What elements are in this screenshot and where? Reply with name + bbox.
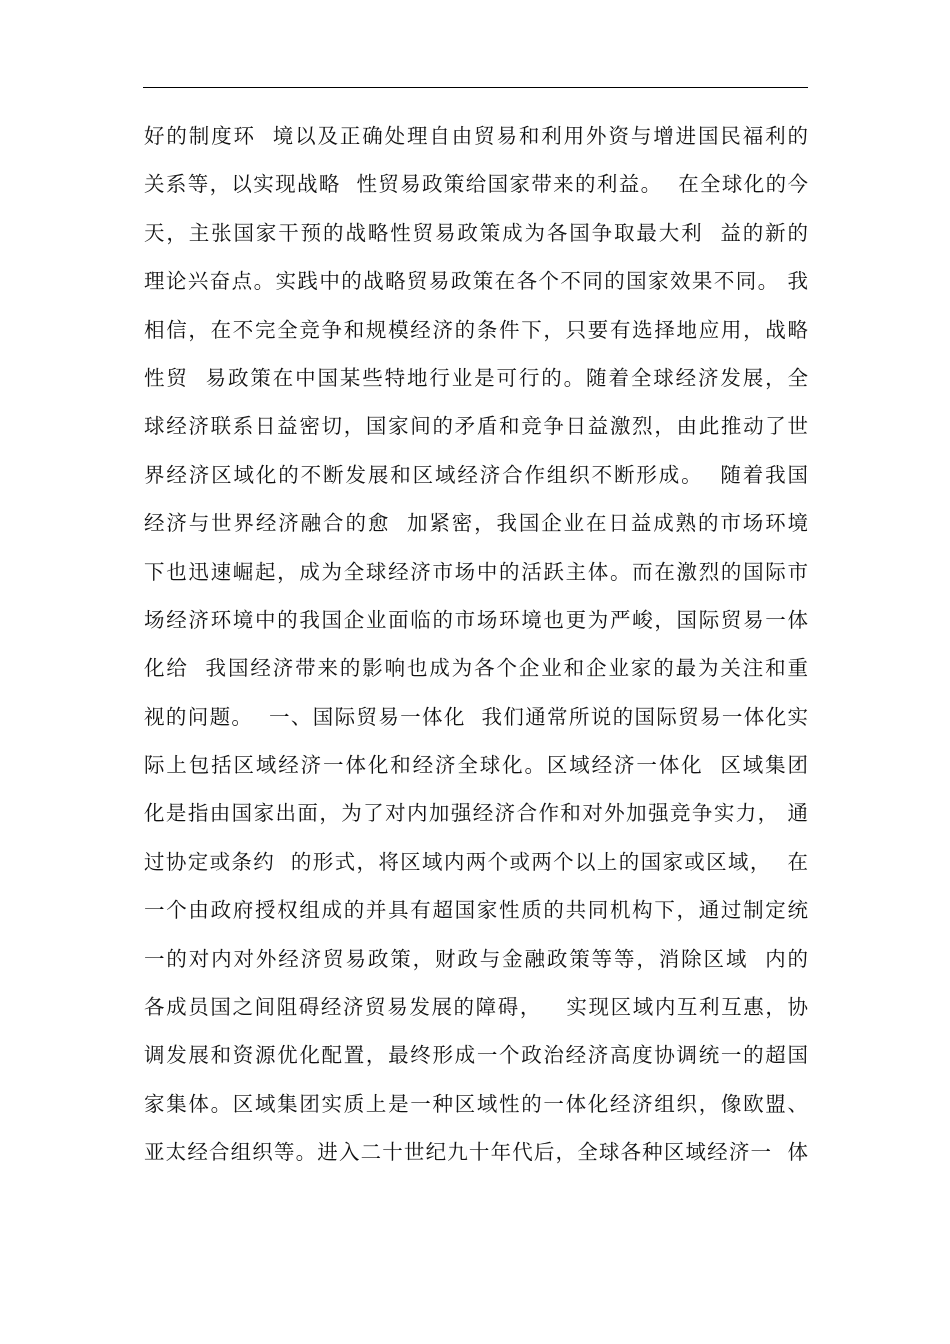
text-line: 好的制度环 境以及正确处理自由贸易和利用外资与增进国民福利的 <box>144 124 808 148</box>
text-line: 化是指由国家出面，为了对内加强经济合作和对外加强竞争实力， 通 <box>144 801 808 826</box>
text-line: 视的问题。 一、国际贸易一体化 我们通常所说的国际贸易一体化实 <box>144 704 808 729</box>
header-rule <box>143 87 808 88</box>
text-line: 调发展和资源优化配置，最终形成一个政治经济高度协调统一的超国 <box>144 1043 808 1068</box>
text-line: 性贸 易政策在中国某些特地行业是可行的。随着全球经济发展，全 <box>144 365 808 390</box>
body-text <box>144 112 808 1177</box>
text-line: 天，主张国家干预的战略性贸易政策成为各国争取最大利 益的新的 <box>144 220 808 245</box>
text-line: 一个由政府授权组成的并具有超国家性质的共同机构下，通过制定统 <box>144 898 808 923</box>
text-line: 场经济环境中的我国企业面临的市场环境也更为严峻，国际贸易一体 <box>144 607 808 632</box>
text-line: 下也迅速崛起，成为全球经济市场中的活跃主体。而在激烈的国际市 <box>144 559 808 584</box>
text-line: 球经济联系日益密切，国家间的矛盾和竞争日益激烈，由此推动了世 <box>144 414 808 439</box>
text-line: 相信，在不完全竞争和规模经济的条件下，只要有选择地应用，战略 <box>144 317 808 342</box>
text-line: 关系等，以实现战略 性贸易政策给国家带来的利益。 在全球化的今 <box>144 172 808 197</box>
text-line: 家集体。区域集团实质上是一种区域性的一体化经济组织，像欧盟、 <box>144 1091 808 1116</box>
text-line: 际上包括区域经济一体化和经济全球化。区域经济一体化 区域集团 <box>144 753 808 778</box>
text-line: 化给 我国经济带来的影响也成为各个企业和企业家的最为关注和重 <box>144 656 808 681</box>
text-line: 一的对内对外经济贸易政策，财政与金融政策等等，消除区域 内的 <box>144 946 808 971</box>
text-line: 过协定或条约 的形式，将区域内两个或两个以上的国家或区域， 在 <box>144 849 808 874</box>
text-line: 理论兴奋点。实践中的战略贸易政策在各个不同的国家效果不同。 我 <box>144 269 808 294</box>
text-line: 各成员国之间阻碍经济贸易发展的障碍， 实现区域内互利互惠，协 <box>144 995 808 1020</box>
text-line: 经济与世界经济融合的愈 加紧密，我国企业在日益成熟的市场环境 <box>144 511 808 536</box>
text-line: 界经济区域化的不断发展和区域经济合作组织不断形成。 随着我国 <box>144 462 808 487</box>
text-line: 亚太经合组织等。进入二十世纪九十年代后，全球各种区域经济一 体 <box>144 1140 808 1165</box>
